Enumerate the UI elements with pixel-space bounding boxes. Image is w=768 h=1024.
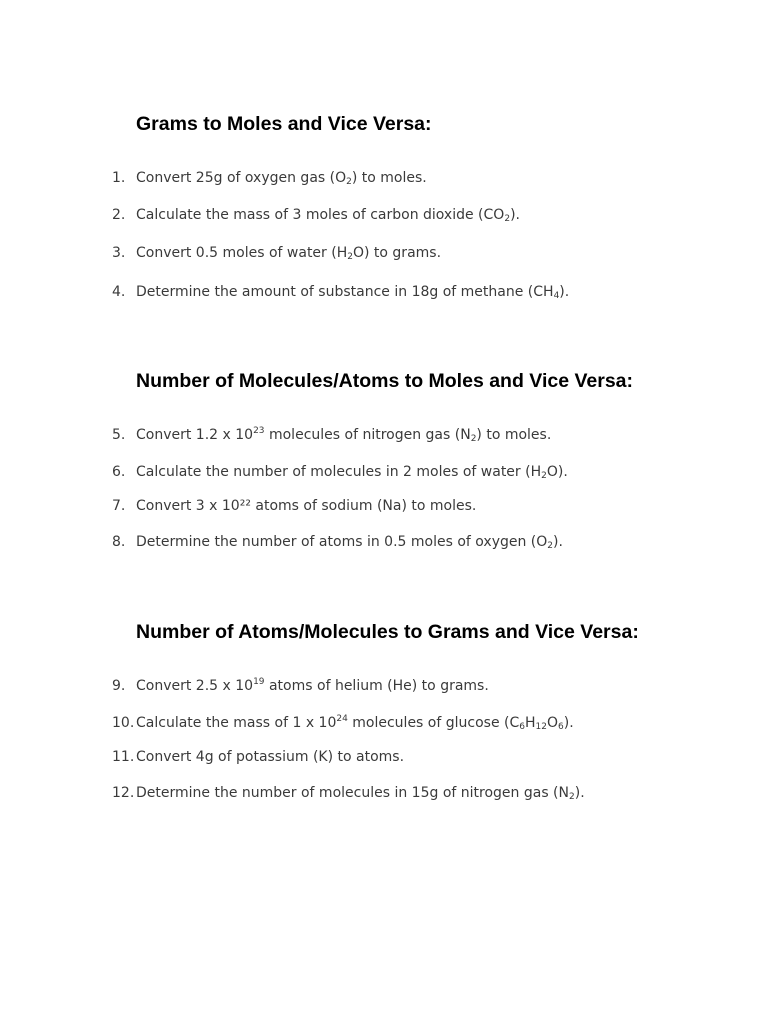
item-text: Convert 4g of potassium (K) to atoms. [136, 749, 405, 765]
item-number: 2. [112, 207, 126, 223]
item-text: Determine the amount of substance in 18g of methane $(CH_4)$. [136, 284, 570, 301]
item-text: Determine the number of molecules in 15g of nitrogen gas $(N_2)$. [136, 785, 585, 802]
list-item [112, 499, 476, 513]
section-heading-atoms-grams: Number of Atoms/Molecules to Grams and Vice Versa: [136, 621, 639, 643]
list-item [112, 285, 569, 299]
item-number: 6. [112, 464, 126, 480]
item-number: 1. [112, 170, 126, 186]
item-number: 5. [112, 427, 126, 443]
item-text: Convert 0.5 moles of water $(H_2O)$ to grams. [136, 245, 442, 262]
item-number: 10. [112, 715, 135, 731]
list-item [112, 750, 404, 764]
item-number: 12. [112, 785, 135, 801]
list-item [112, 716, 574, 730]
list-item [112, 786, 585, 800]
item-text: Convert 1.2 x $10^{23}$ molecules of nitrogen gas $(N_2)$ to moles. [136, 426, 552, 444]
item-text: Convert 25g of oxygen gas $(O_2)$ to moles. [136, 170, 427, 187]
item-number: 11. [112, 749, 135, 765]
item-text: Convert 2.5 x $10^{19}$ atoms of helium (He) to grams. [136, 677, 489, 694]
list-item [112, 465, 568, 479]
list-item [112, 208, 520, 222]
item-number: 9. [112, 678, 126, 694]
item-number: 3. [112, 245, 126, 261]
item-number: 8. [112, 534, 126, 550]
item-text: Convert 3 x 10²² atoms of sodium (Na) to moles. [136, 498, 477, 514]
section-heading-grams-moles: Grams to Moles and Vice Versa: [136, 113, 432, 135]
list-item [112, 535, 563, 549]
list-item [112, 171, 427, 185]
section-heading-molecules-moles: Number of Molecules/Atoms to Moles and Vice Versa: [136, 370, 634, 392]
item-text: Calculate the mass of 1 x $10^{24}$ molecules of glucose $(C_6H_{12}O_6)$. [136, 714, 574, 732]
item-number: 7. [112, 498, 126, 514]
item-text: Calculate the number of molecules in 2 moles of water $(H_2O)$. [136, 464, 568, 481]
item-number: 4. [112, 284, 126, 300]
item-text: Calculate the mass of 3 moles of carbon dioxide $(CO_2)$. [136, 207, 520, 224]
list-item [112, 246, 441, 260]
list-item [112, 679, 489, 693]
item-text: Determine the number of atoms in 0.5 moles of oxygen $(O_2)$. [136, 534, 563, 551]
list-item [112, 428, 551, 442]
